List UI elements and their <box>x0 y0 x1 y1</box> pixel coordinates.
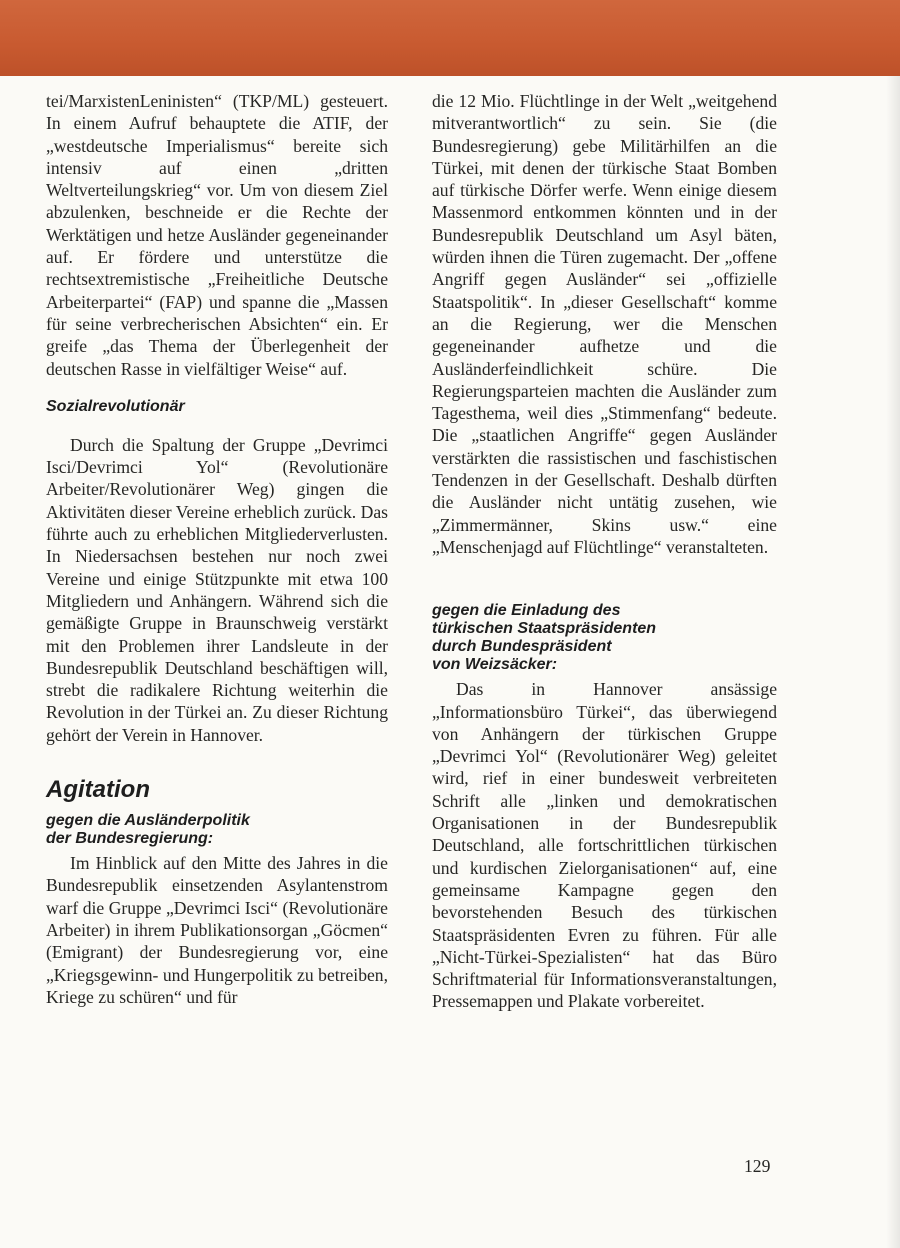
right-column <box>432 90 777 1013</box>
subheading-einladung-line1: gegen die Einladung des <box>432 602 621 620</box>
subheading-einladung-line4: von Weizsäcker: <box>432 656 558 674</box>
subheading-auslaenderpolitik-line1: gegen die Ausländerpolitik <box>46 812 250 830</box>
paragraph-spaltung: Durch die Spaltung der Gruppe „Devrimci Isci/Devrimci Yol“ (Revolutionäre Arbeiter/Revolutionärer Weg) gingen die Aktivitäten dieser Vereine erheblich zurück. Das führte auch zu erheblichen Mitgliederverlusten. In Niedersachsen bestehen nur noch zwei Vereine und einige Stützpunkte mit etwa 100 Mitgliedern und Anhängern. Während sich die gemäßigte Gruppe in Braunschweig verstärkt mit den Problemen ihrer Landsleute in der Bundesrepublik Deutschland beschäftigen will, strebt die radikalere Richtung weiterhin die Revolution in der Türkei an. Zu dieser Richtung gehört der Verein in Hannover. <box>46 434 388 745</box>
page-edge-shadow <box>886 76 900 1248</box>
heading-agitation: Agitation <box>46 776 150 804</box>
paragraph-informationsbuero: Das in Hannover ansässige „Informationsbüro Türkei“, das überwiegend von Anhängern der türkischen Gruppe „Devrimci Yol“ (Revolutionärer Weg) geleitet wird, rief in einer bundesweit verbreiteten Schrift alle „linken und demokratischen Organisationen in der Bundesrepublik Deutschland, alle fortschrittlichen türkischen und kurdischen Zielorganisationen“ auf, eine gemeinsame Kampagne gegen den bevorstehenden Besuch des türkischen Staatspräsidenten Evren zu führen. Für alle „Nicht-Türkei-Spezialisten“ hat das Büro Schriftmaterial für Informationsveranstaltungen, Pressemappen und Plakate vorbereitet. <box>432 679 777 1012</box>
paragraph-asylantenstrom: Im Hinblick auf den Mitte des Jahres in die Bundesrepublik einsetzenden Asylantenstrom warf die Gruppe „Devrimci Isci“ (Revolutionäre Arbeiter) in ihrem Publikationsorgan „Göcmen“ (Emigrant) der Bundesregierung vor, eine „Kriegsgewinn- und Hungerpolitik zu betreiben, Kriege zu schüren“ und für <box>46 853 388 1007</box>
subheading-auslaenderpolitik-line2: der Bundesregierung: <box>46 830 214 848</box>
subheading-einladung-line3: durch Bundespräsident <box>432 638 612 656</box>
left-column <box>46 90 388 1008</box>
header-color-band <box>0 0 900 76</box>
subheading-sozialrevolutionaer: Sozialrevolutionär <box>46 397 185 415</box>
page-number: 129 <box>744 1156 771 1176</box>
subheading-einladung-line2: türkischen Staatspräsidenten <box>432 620 657 638</box>
paragraph-fluechtlinge: die 12 Mio. Flüchtlinge in der Welt „weitgehend mitverantwortlich“ zu sein. Sie (die Bundesregierung) gebe Militärhilfen an die Türkei, mit denen der türkische Staat Bomben auf türkische Dörfer werfe. Wenn einige diesem Massenmord entkommen könnten und in der Bundesrepublik Deutschland um Asyl bäten, würden ihnen die Türen zugemacht. Der „offene Angriff gegen Ausländer“ sei „offizielle Staatspolitik“. In „dieser Gesellschaft“ komme an die Regierung, wer die Menschen gegeneinander aufhetze und die Ausländerfeindlichkeit schüre. Die Regierungsparteien machten die Ausländer zum Tagesthema, weil dies „Stimmenfang“ bedeute. Die „staatlichen Angriffe“ gegen Ausländer verstärkten die rassistischen und faschistischen Tendenzen in der Gesellschaft. Deshalb dürften die Ausländer nicht untätig zusehen, wie „Zimmermänner, Skins usw.“ eine „Menschenjagd auf Flüchtlinge“ veranstalteten. <box>432 91 777 557</box>
intro-paragraph: tei/MarxistenLeninisten“ (TKP/ML) gesteuert. In einem Aufruf behauptete die ATIF, der „westdeutsche Imperialismus“ bereite sich intensiv auf einen „dritten Weltverteilungskrieg“ vor. Um von diesem Ziel abzulenken, beschneide er die Rechte der Werktätigen und hetze Ausländer gegeneinander auf. Er fördere und unterstütze die rechtsextremistische „Freiheitliche Deutsche Arbeiterpartei“ (FAP) und spanne die „Massen für seine verbrecherischen Absichten“ ein. Er greife „das Thema der Überlegenheit der deutschen Rasse in vielfältiger Weise“ auf. <box>46 91 388 379</box>
